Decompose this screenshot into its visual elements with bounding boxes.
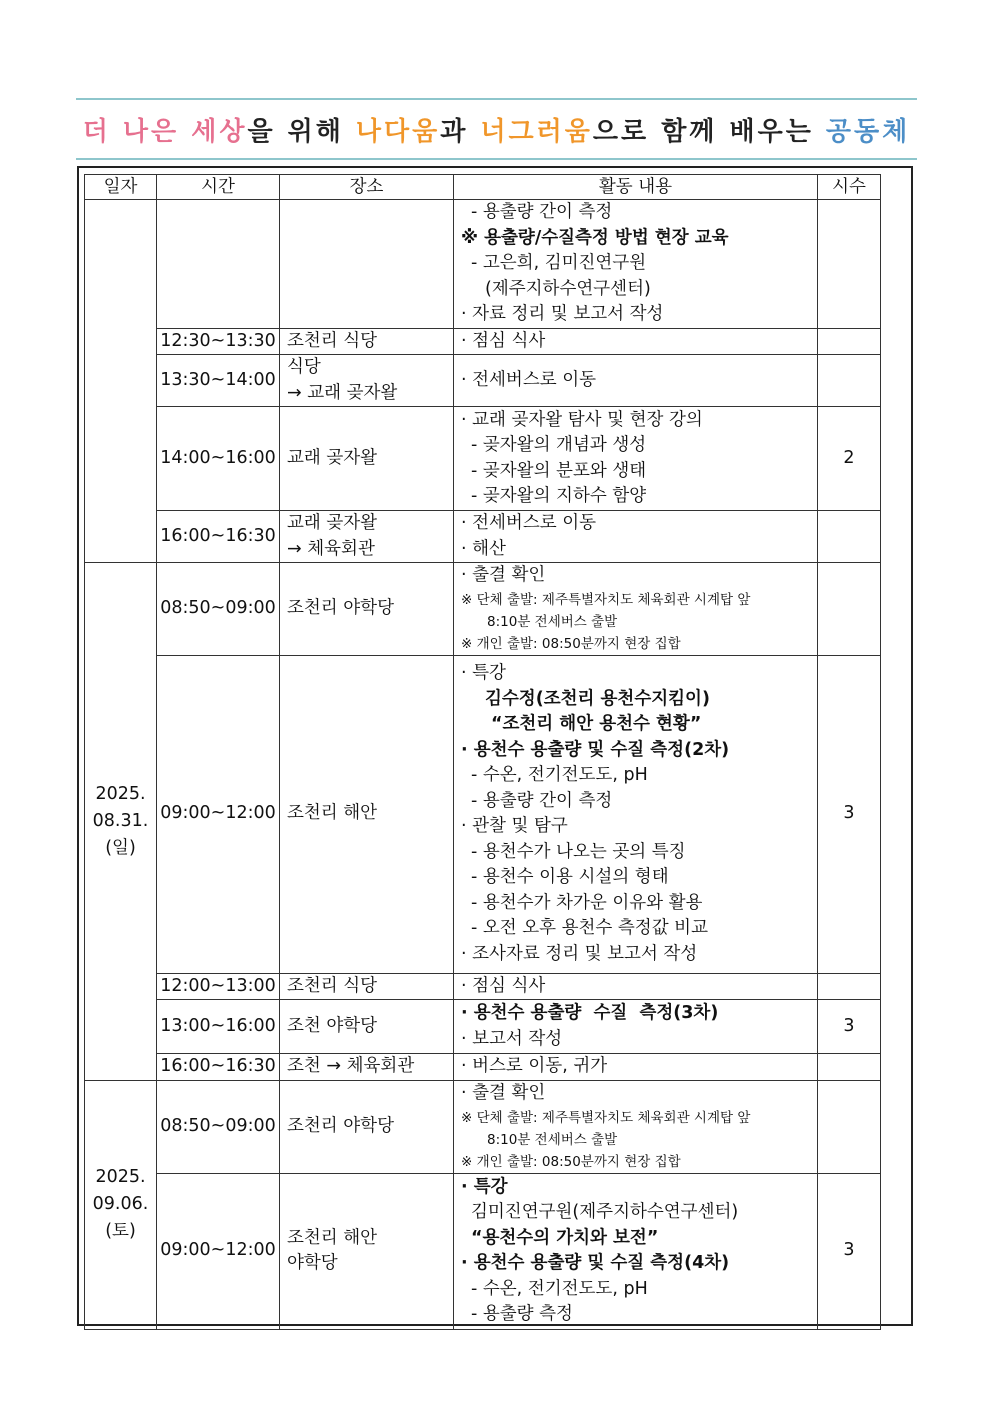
table-row — [85, 655, 881, 973]
activity-line: · 점심 식사 — [461, 975, 546, 996]
place-line: 교래 곶자왈 — [287, 513, 378, 533]
banner-part: 공동체 — [825, 116, 911, 147]
header-hours: 시수 — [818, 175, 881, 200]
activity-line: · 관찰 및 탐구 — [461, 816, 568, 836]
activity-line: · 해산 — [461, 538, 506, 559]
activity-line: · 자료 정리 및 보고서 작성 — [461, 304, 664, 324]
place-cell: 조천 야학당 — [280, 1000, 454, 1054]
table-row — [85, 328, 881, 355]
hours-cell — [818, 328, 881, 355]
activity-line: ※ 개인 출발: 08:50분까지 현장 집합 — [461, 635, 681, 652]
activity-line: · 점심 식사 — [461, 330, 546, 351]
activity-line: - 용천수가 나오는 곳의 특징 — [471, 841, 686, 862]
place-cell — [280, 200, 454, 329]
activity-cell — [454, 1000, 818, 1054]
activity-line: · 버스로 이동, 귀가 — [461, 1056, 608, 1077]
activity-line: - 곶자왈의 개념과 생성 — [471, 435, 647, 455]
date-line: 2025. — [95, 1167, 146, 1188]
activity-line: - 용출량 간이 측정 — [471, 790, 613, 811]
time-cell — [157, 200, 280, 329]
activity-line: · 특강 — [461, 663, 506, 683]
date-line: 08.31. — [92, 811, 149, 831]
place-line: → 체육회관 — [287, 538, 375, 559]
activity-line: (제주지하수연구센터) — [485, 278, 651, 299]
table-row — [85, 407, 881, 511]
activity-line: · 전세버스로 이동 — [461, 513, 597, 533]
time-cell: 12:30~13:30 — [157, 328, 280, 355]
hours-cell — [818, 1054, 881, 1081]
place-line: 조천리 해안 — [287, 1227, 378, 1248]
time-cell: 13:30~14:00 — [157, 355, 280, 407]
table-row — [85, 1054, 881, 1081]
place-cell: 교래 곶자왈 — [280, 407, 454, 511]
activity-line: - 용출량 간이 측정 — [471, 202, 613, 222]
activity-line: - 오전 오후 용천수 측정값 비교 — [471, 918, 708, 938]
time-cell: 09:00~12:00 — [157, 1173, 280, 1329]
hours-cell — [818, 511, 881, 563]
table-row — [85, 1000, 881, 1054]
place-line: 식당 — [287, 357, 321, 377]
place-cell: 조천 → 체육회관 — [280, 1054, 454, 1081]
activity-cell — [454, 200, 818, 329]
activity-cell — [454, 973, 818, 1000]
activity-line: “용천수의 가치와 보전” — [471, 1227, 659, 1248]
activity-cell — [454, 1081, 818, 1174]
activity-line: · 전세버스로 이동 — [461, 369, 597, 390]
place-cell — [280, 355, 454, 407]
place-line: → 교래 곶자왈 — [287, 382, 398, 403]
activity-line: - 고은희, 김미진연구원 — [471, 253, 647, 273]
place-cell: 조천리 야학당 — [280, 563, 454, 656]
header-place: 장소 — [280, 175, 454, 200]
header-date: 일자 — [85, 175, 157, 200]
time-cell: 08:50~09:00 — [157, 563, 280, 656]
activity-line: 8:10분 전세버스 출발 — [487, 613, 618, 630]
activity-line: 김수정(조천리 용천수지킴이) — [485, 688, 710, 709]
activity-line: - 수온, 전기전도도, pH — [471, 765, 648, 785]
table-row — [85, 563, 881, 656]
activity-line: - 용천수가 차가운 이유와 활용 — [471, 892, 703, 913]
place-cell: 조천리 해안 — [280, 655, 454, 973]
place-cell: 조천리 식당 — [280, 973, 454, 1000]
date-cell — [85, 200, 157, 563]
hours-cell — [818, 200, 881, 329]
activity-line: ※ 개인 출발: 08:50분까지 현장 집합 — [461, 1153, 681, 1170]
time-cell: 12:00~13:00 — [157, 973, 280, 1000]
hours-cell: 2 — [818, 407, 881, 511]
activity-line: ※ 단체 출발: 제주특별자치도 체육회관 시계탑 앞 — [461, 591, 751, 608]
time-cell: 08:50~09:00 — [157, 1081, 280, 1174]
banner-part: 너그러움 — [480, 116, 593, 147]
hours-cell — [818, 1081, 881, 1174]
header-time: 시간 — [157, 175, 280, 200]
date-cell — [85, 563, 157, 1081]
hours-cell: 3 — [818, 1173, 881, 1329]
activity-cell — [454, 1173, 818, 1329]
hours-cell: 3 — [818, 655, 881, 973]
time-cell: 09:00~12:00 — [157, 655, 280, 973]
activity-line: · 출결 확인 — [461, 1083, 546, 1103]
activity-line: 8:10분 전세버스 출발 — [487, 1131, 618, 1148]
table-row — [85, 1173, 881, 1329]
banner-part: 더 나은 세상 — [82, 116, 248, 147]
table-row — [85, 200, 881, 329]
activity-cell — [454, 355, 818, 407]
header-row — [85, 175, 881, 200]
place-cell — [280, 1173, 454, 1329]
date-line: (일) — [105, 838, 136, 858]
hours-cell: 3 — [818, 1000, 881, 1054]
time-cell: 16:00~16:30 — [157, 511, 280, 563]
activity-line: · 용천수 용출량 및 수질 측정(2차) — [461, 739, 730, 760]
table-row — [85, 1081, 881, 1174]
activity-line: · 보고서 작성 — [461, 1028, 563, 1049]
date-line: (토) — [105, 1221, 136, 1242]
activity-line: 김미진연구원(제주지하수연구센터) — [471, 1202, 739, 1222]
table-row — [85, 355, 881, 407]
hours-cell — [818, 973, 881, 1000]
activity-cell — [454, 655, 818, 973]
header-activity: 활동 내용 — [454, 175, 818, 200]
title-banner — [76, 98, 917, 160]
activity-cell — [454, 1054, 818, 1081]
activity-cell — [454, 563, 818, 656]
banner-part: 으로 함께 배우는 — [592, 116, 826, 147]
banner-part: 나다움 — [355, 116, 441, 147]
activity-line: · 용천수 용출량 수질 측정(3차) — [461, 1003, 719, 1023]
time-cell: 16:00~16:30 — [157, 1054, 280, 1081]
activity-line: - 용출량 측정 — [471, 1304, 573, 1324]
activity-line: · 용천수 용출량 및 수질 측정(4차) — [461, 1253, 730, 1273]
date-line: 09.06. — [92, 1194, 149, 1215]
time-cell: 13:00~16:00 — [157, 1000, 280, 1054]
activity-line: “조천리 해안 용천수 현황” — [491, 714, 702, 734]
activity-cell — [454, 328, 818, 355]
table-row — [85, 511, 881, 563]
banner-part: 과 — [440, 116, 481, 147]
place-cell: 조천리 식당 — [280, 328, 454, 355]
hours-cell — [818, 355, 881, 407]
activity-line: · 조사자료 정리 및 보고서 작성 — [461, 943, 698, 964]
schedule-table — [84, 174, 881, 1330]
date-line: 2025. — [95, 784, 146, 804]
date-cell — [85, 1081, 157, 1330]
place-cell — [280, 511, 454, 563]
activity-cell — [454, 511, 818, 563]
place-cell: 조천리 야학당 — [280, 1081, 454, 1174]
activity-line: - 수온, 전기전도도, pH — [471, 1278, 648, 1299]
banner-part: 을 위해 — [247, 116, 356, 147]
activity-line: · 특강 — [461, 1176, 508, 1197]
activity-line: · 교래 곶자왈 탐사 및 현장 강의 — [461, 409, 703, 430]
activity-line: · 출결 확인 — [461, 565, 546, 585]
table-row — [85, 973, 881, 1000]
activity-line: - 용천수 이용 시설의 형태 — [471, 867, 669, 887]
activity-cell — [454, 407, 818, 511]
activity-line: - 곶자왈의 분포와 생태 — [471, 460, 647, 481]
time-cell: 14:00~16:00 — [157, 407, 280, 511]
activity-line: ※ 용출량/수질측정 방법 현장 교육 — [461, 227, 729, 248]
activity-line: ※ 단체 출발: 제주특별자치도 체육회관 시계탑 앞 — [461, 1109, 751, 1126]
hours-cell — [818, 563, 881, 656]
activity-line: - 곶자왈의 지하수 함양 — [471, 486, 647, 506]
place-line: 야학당 — [287, 1253, 338, 1273]
